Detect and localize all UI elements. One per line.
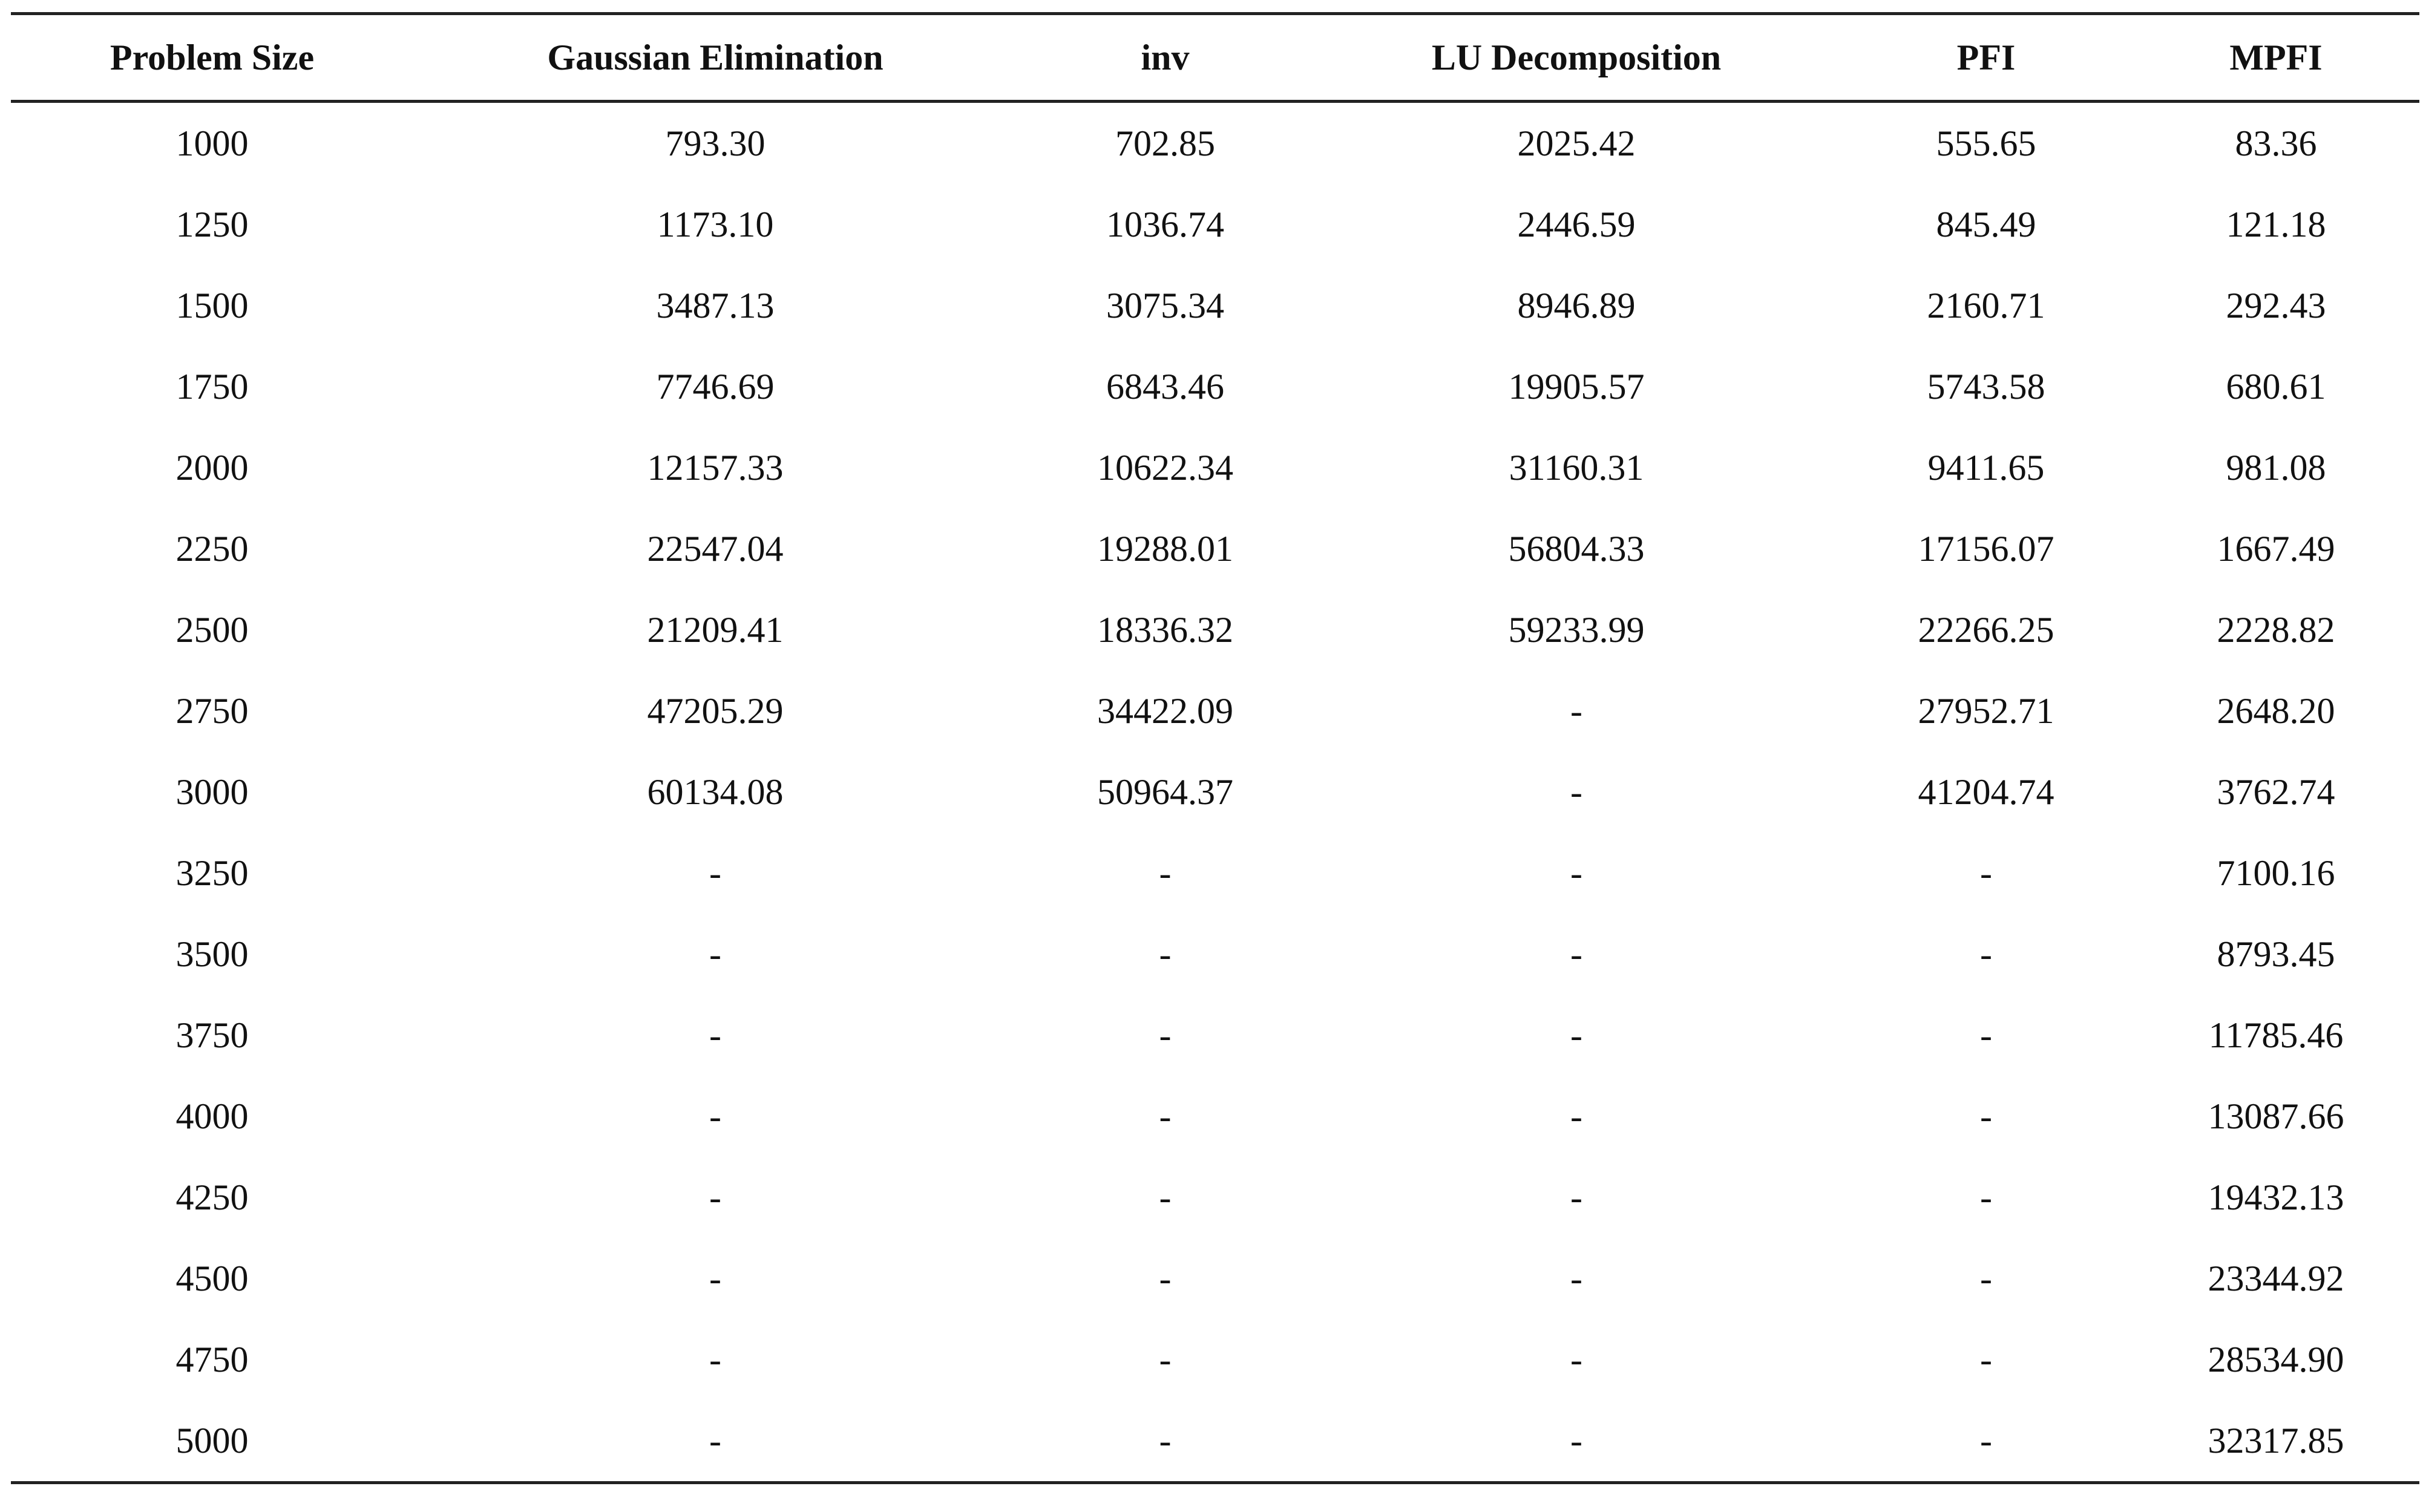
- table-row: [11, 1400, 2419, 1483]
- cell-inv: 6843.46: [1106, 366, 1224, 407]
- cell-pfi: 9411.65: [1927, 447, 2045, 488]
- table-header: [11, 14, 2419, 102]
- cell-gaussian-elimination: -: [709, 1015, 721, 1055]
- cell-lu-decomposition: -: [1570, 853, 1582, 893]
- cell-lu-decomposition: -: [1570, 1420, 1582, 1461]
- cell-gaussian-elimination: 3487.13: [656, 285, 775, 326]
- cell-lu-decomposition: -: [1570, 1177, 1582, 1217]
- cell-problem-size: 4000: [175, 1096, 249, 1136]
- cell-problem-size: 3500: [175, 934, 249, 974]
- cell-gaussian-elimination: -: [709, 1339, 721, 1379]
- cell-problem-size: 3000: [175, 771, 249, 812]
- cell-inv: -: [1159, 1177, 1172, 1217]
- cell-pfi: -: [1980, 1258, 1992, 1298]
- cell-gaussian-elimination: 1173.10: [657, 204, 774, 244]
- cell-mpfi: 13087.66: [2208, 1096, 2344, 1136]
- cell-mpfi: 7100.16: [2217, 853, 2335, 893]
- cell-lu-decomposition: -: [1570, 1015, 1582, 1055]
- table-row: [11, 102, 2419, 185]
- cell-problem-size: 2750: [175, 690, 249, 731]
- cell-mpfi: 1667.49: [2217, 528, 2335, 569]
- cell-problem-size: 1500: [175, 285, 249, 326]
- header-inv: inv: [1141, 37, 1190, 77]
- cell-pfi: -: [1980, 1339, 1992, 1379]
- table-body: [11, 102, 2419, 1483]
- cell-gaussian-elimination: -: [709, 1177, 721, 1217]
- header-pfi: PFI: [1956, 37, 2016, 77]
- cell-gaussian-elimination: 21209.41: [647, 609, 784, 650]
- cell-problem-size: 1250: [175, 204, 249, 244]
- cell-pfi: 27952.71: [1918, 690, 2054, 731]
- table-row: [11, 914, 2419, 995]
- cell-mpfi: 981.08: [2226, 447, 2326, 488]
- cell-problem-size: 2000: [175, 447, 249, 488]
- cell-problem-size: 1000: [175, 123, 249, 163]
- cell-problem-size: 4750: [175, 1339, 249, 1379]
- table-row: [11, 1076, 2419, 1157]
- cell-gaussian-elimination: 7746.69: [656, 366, 775, 407]
- cell-gaussian-elimination: 793.30: [665, 123, 766, 163]
- cell-inv: 702.85: [1115, 123, 1215, 163]
- table-row: [11, 751, 2419, 833]
- cell-mpfi: 11785.46: [2208, 1015, 2344, 1055]
- cell-mpfi: 2228.82: [2217, 609, 2335, 650]
- cell-lu-decomposition: 56804.33: [1508, 528, 1645, 569]
- table-row: [11, 1238, 2419, 1319]
- cell-problem-size: 3250: [175, 853, 249, 893]
- cell-problem-size: 3750: [175, 1015, 249, 1055]
- cell-pfi: 2160.71: [1927, 285, 2045, 326]
- cell-problem-size: 5000: [175, 1420, 249, 1461]
- cell-gaussian-elimination: -: [709, 853, 721, 893]
- cell-inv: -: [1159, 1015, 1172, 1055]
- cell-inv: 50964.37: [1097, 771, 1233, 812]
- table-row: [11, 508, 2419, 589]
- cell-lu-decomposition: -: [1570, 1096, 1582, 1136]
- table-row: [11, 184, 2419, 265]
- cell-mpfi: 121.18: [2226, 204, 2326, 244]
- cell-problem-size: 4500: [175, 1258, 249, 1298]
- cell-lu-decomposition: 19905.57: [1508, 366, 1645, 407]
- cell-problem-size: 4250: [175, 1177, 249, 1217]
- cell-pfi: -: [1980, 853, 1992, 893]
- cell-pfi: 555.65: [1936, 123, 2036, 163]
- cell-lu-decomposition: -: [1570, 1339, 1582, 1379]
- table-row: [11, 589, 2419, 670]
- cell-inv: -: [1159, 1420, 1172, 1461]
- cell-problem-size: 2500: [175, 609, 249, 650]
- cell-gaussian-elimination: 47205.29: [647, 690, 784, 731]
- table-row: [11, 670, 2419, 751]
- cell-mpfi: 680.61: [2226, 366, 2326, 407]
- cell-lu-decomposition: 31160.31: [1509, 447, 1644, 488]
- cell-pfi: -: [1980, 934, 1992, 974]
- cell-lu-decomposition: -: [1570, 1258, 1582, 1298]
- table-row: [11, 265, 2419, 346]
- cell-pfi: -: [1980, 1015, 1992, 1055]
- cell-lu-decomposition: -: [1570, 690, 1582, 731]
- results-table: [11, 12, 2419, 1484]
- cell-pfi: 41204.74: [1918, 771, 2054, 812]
- cell-inv: 3075.34: [1106, 285, 1224, 326]
- header-gaussian-elimination: Gaussian Elimination: [547, 37, 884, 77]
- cell-mpfi: 28534.90: [2208, 1339, 2344, 1379]
- cell-inv: -: [1159, 853, 1172, 893]
- cell-mpfi: 8793.45: [2217, 934, 2335, 974]
- cell-gaussian-elimination: -: [709, 1258, 721, 1298]
- cell-pfi: -: [1980, 1096, 1992, 1136]
- header-row: [11, 14, 2419, 102]
- cell-pfi: -: [1980, 1177, 1992, 1217]
- table-row: [11, 346, 2419, 427]
- cell-inv: -: [1159, 934, 1172, 974]
- cell-mpfi: 292.43: [2226, 285, 2326, 326]
- cell-gaussian-elimination: -: [709, 934, 721, 974]
- cell-mpfi: 19432.13: [2208, 1177, 2344, 1217]
- cell-pfi: 845.49: [1936, 204, 2036, 244]
- table-row: [11, 833, 2419, 914]
- table-row: [11, 1157, 2419, 1238]
- table-row: [11, 995, 2419, 1076]
- cell-gaussian-elimination: 12157.33: [647, 447, 784, 488]
- cell-inv: 34422.09: [1097, 690, 1233, 731]
- cell-pfi: 17156.07: [1918, 528, 2054, 569]
- table-row: [11, 427, 2419, 508]
- cell-inv: -: [1159, 1339, 1172, 1379]
- results-table-container: [11, 12, 2419, 1484]
- cell-mpfi: 32317.85: [2208, 1420, 2344, 1461]
- table-row: [11, 1319, 2419, 1400]
- header-lu-decomposition: LU Decomposition: [1431, 37, 1722, 77]
- cell-inv: -: [1159, 1258, 1172, 1298]
- cell-pfi: -: [1980, 1420, 1992, 1461]
- cell-lu-decomposition: 59233.99: [1508, 609, 1645, 650]
- cell-inv: 18336.32: [1097, 609, 1233, 650]
- cell-problem-size: 1750: [175, 366, 249, 407]
- header-mpfi: MPFI: [2229, 37, 2323, 77]
- cell-mpfi: 2648.20: [2217, 690, 2335, 731]
- cell-inv: 19288.01: [1097, 528, 1233, 569]
- cell-mpfi: 23344.92: [2208, 1258, 2344, 1298]
- cell-gaussian-elimination: -: [709, 1420, 721, 1461]
- header-problem-size: Problem Size: [110, 37, 315, 77]
- cell-mpfi: 83.36: [2235, 123, 2317, 163]
- cell-inv: 1036.74: [1106, 204, 1224, 244]
- cell-gaussian-elimination: 60134.08: [647, 771, 784, 812]
- cell-gaussian-elimination: 22547.04: [647, 528, 784, 569]
- cell-lu-decomposition: 8946.89: [1517, 285, 1636, 326]
- cell-inv: 10622.34: [1097, 447, 1233, 488]
- cell-lu-decomposition: -: [1570, 771, 1582, 812]
- cell-mpfi: 3762.74: [2217, 771, 2335, 812]
- cell-inv: -: [1159, 1096, 1172, 1136]
- cell-problem-size: 2250: [175, 528, 249, 569]
- cell-lu-decomposition: 2446.59: [1517, 204, 1636, 244]
- cell-pfi: 5743.58: [1927, 366, 2045, 407]
- cell-lu-decomposition: 2025.42: [1517, 123, 1636, 163]
- cell-lu-decomposition: -: [1570, 934, 1582, 974]
- cell-gaussian-elimination: -: [709, 1096, 721, 1136]
- cell-pfi: 22266.25: [1918, 609, 2054, 650]
